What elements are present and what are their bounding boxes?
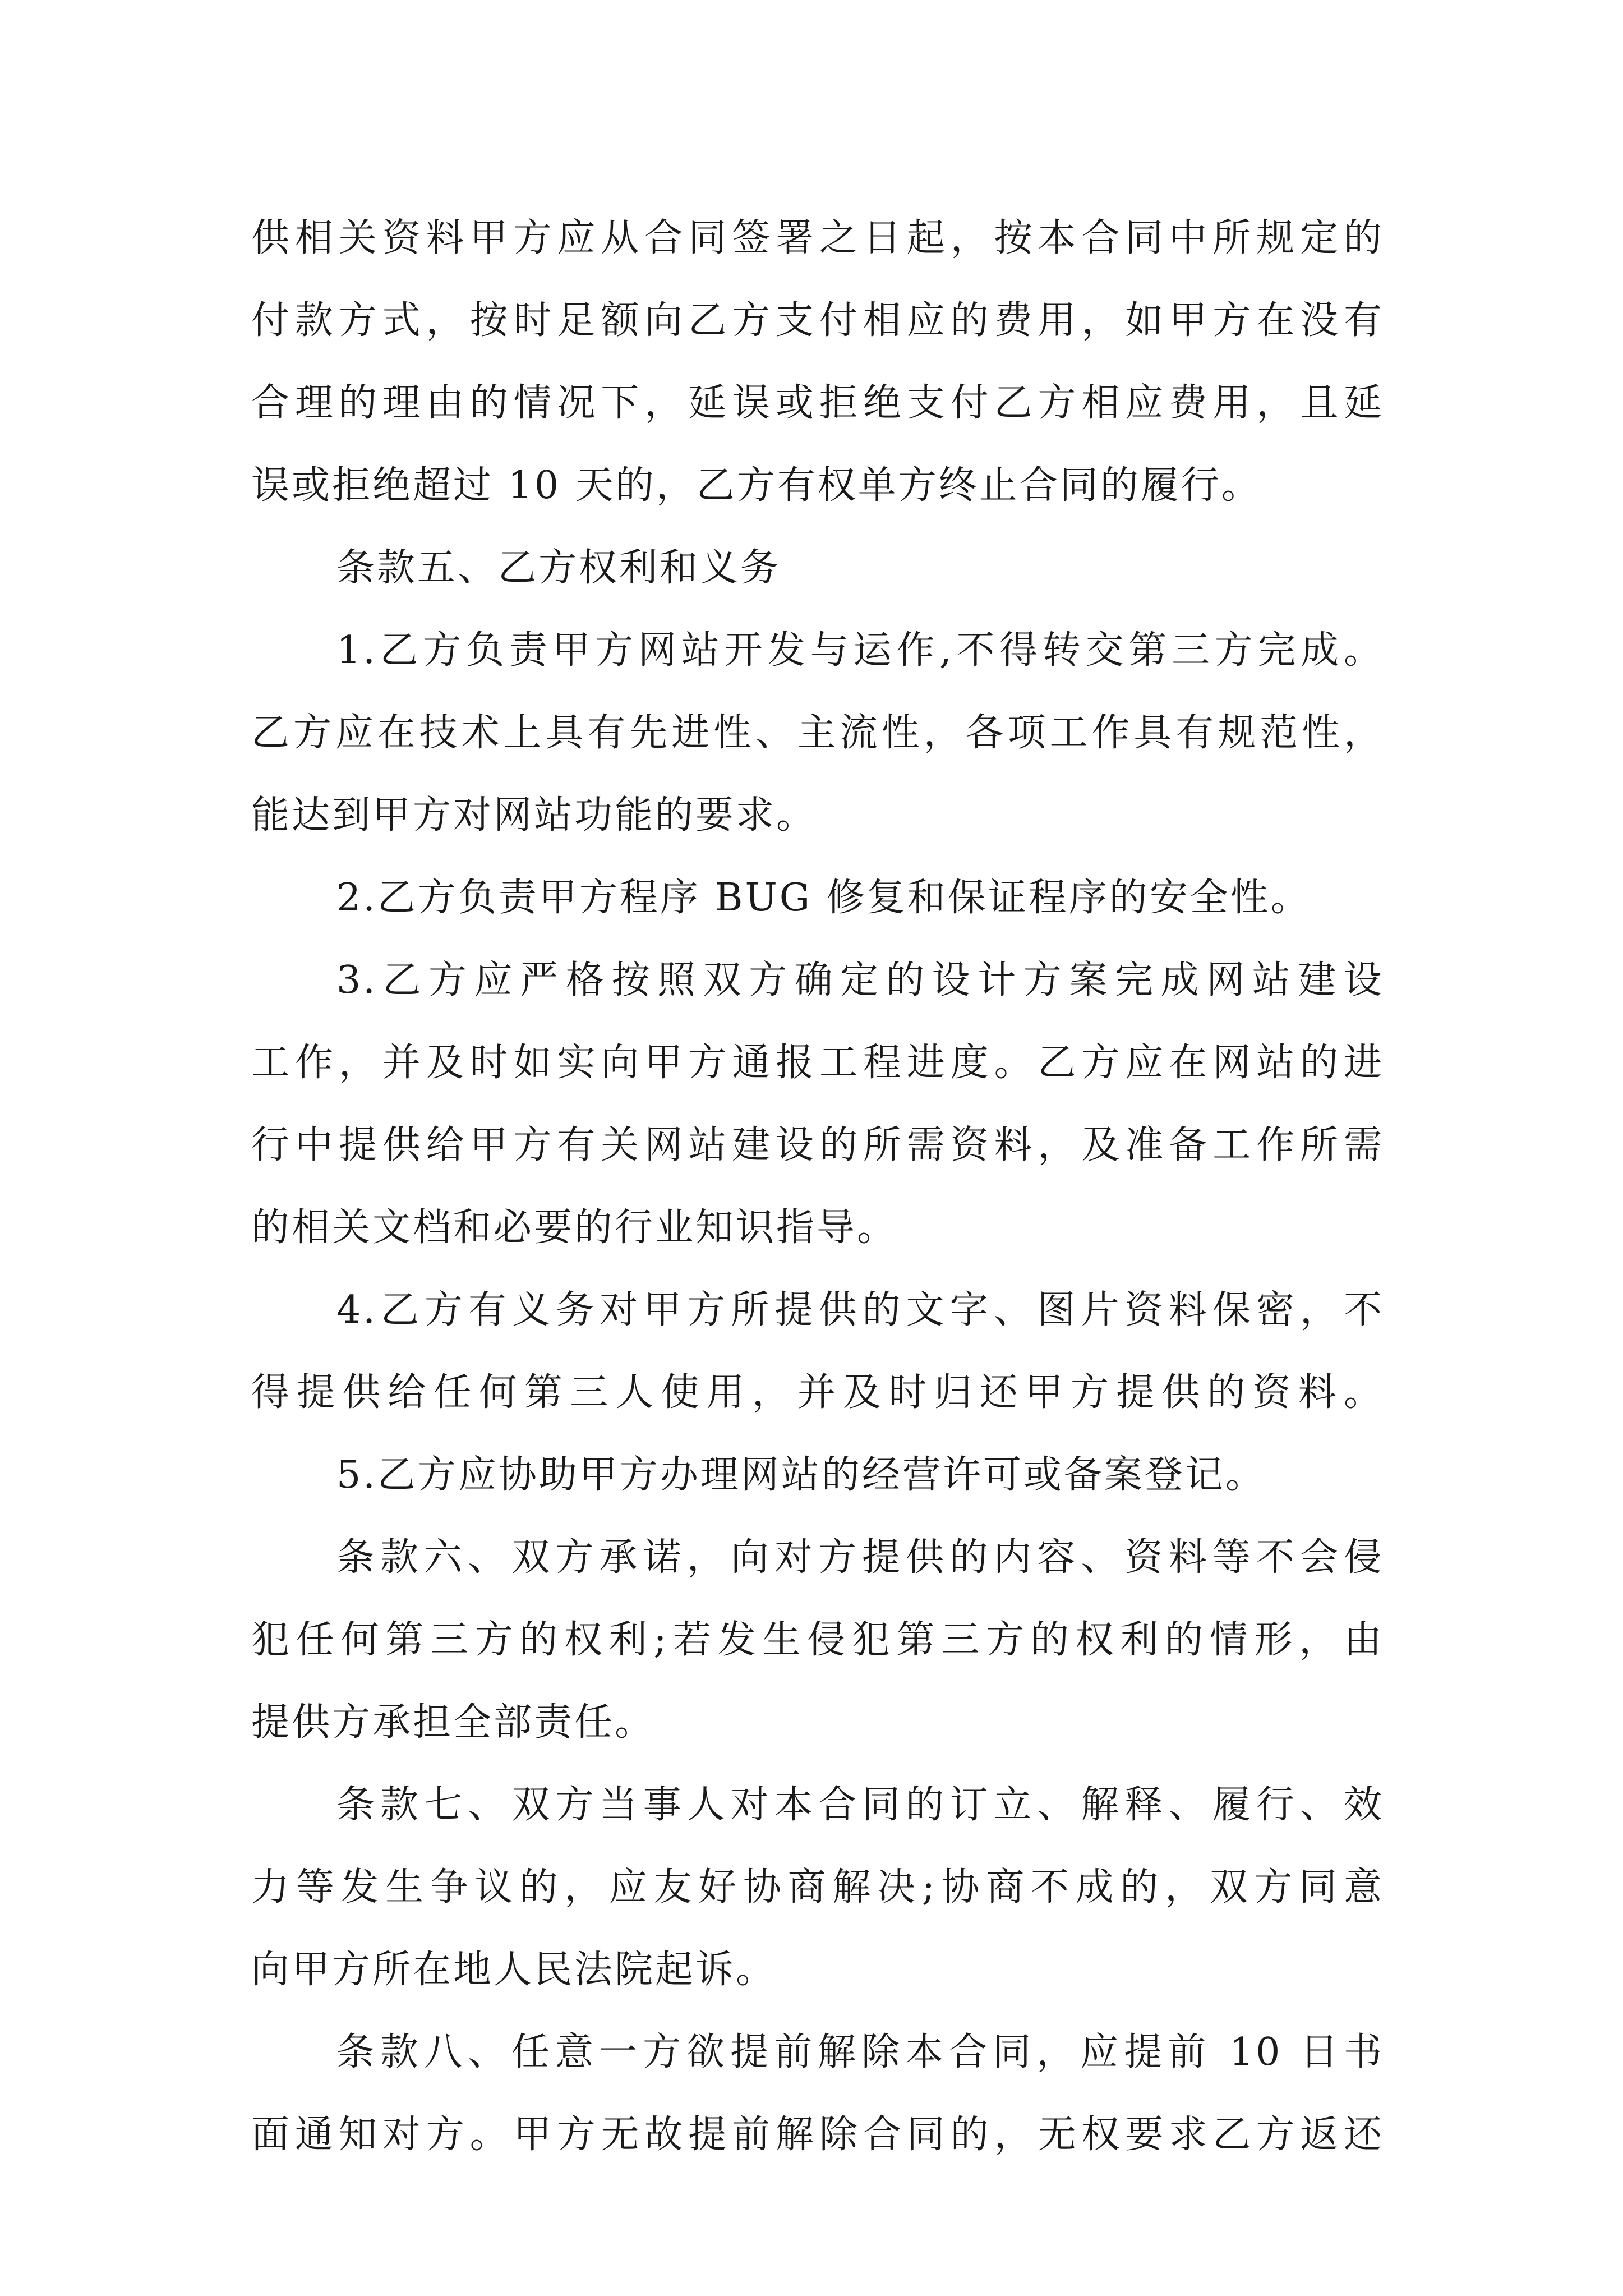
text-line: 误或拒绝超过 10 天的，乙方有权单方终止合同的履行。	[251, 463, 1262, 508]
text-line: 3.乙方应严格按照双方确定的设计方案完成网站建设	[336, 958, 1384, 1002]
text-line: 供相关资料甲方应从合同签署之日起，按本合同中所规定的	[251, 216, 1384, 260]
text-line: 得提供给任何第三人使用，并及时归还甲方提供的资料。	[251, 1370, 1384, 1415]
text-line: 付款方式，按时足额向乙方支付相应的费用，如甲方在没有	[251, 298, 1384, 343]
text-line: 4.乙方有义务对甲方所提供的文字、图片资料保密，不	[336, 1288, 1384, 1332]
text-line: 面通知对方。甲方无故提前解除合同的，无权要求乙方返还	[251, 2113, 1384, 2157]
section-heading: 条款五、乙方权利和义务	[336, 546, 781, 590]
text-line: 工作，并及时如实向甲方通报工程进度。乙方应在网站的进	[251, 1041, 1384, 1085]
text-line: 力等发生争议的，应友好协商解决;协商不成的，双方同意	[251, 1865, 1384, 1910]
text-line: 5.乙方应协助甲方办理网站的经营许可或备案登记。	[336, 1453, 1266, 1497]
text-line: 条款六、双方承诺，向对方提供的内容、资料等不会侵	[336, 1535, 1384, 1580]
text-line: 提供方承担全部责任。	[251, 1700, 656, 1745]
text-line: 合理的理由的情况下，延误或拒绝支付乙方相应费用，且延	[251, 381, 1384, 425]
text-line: 向甲方所在地人民法院起诉。	[251, 1948, 777, 1992]
text-line: 的相关文档和必要的行业知识指导。	[251, 1205, 898, 1250]
text-line: 犯任何第三方的权利;若发生侵犯第三方的权利的情形，由	[251, 1618, 1384, 1662]
text-line: 乙方应在技术上具有先进性、主流性，各项工作具有规范性，	[251, 711, 1384, 755]
text-line: 能达到甲方对网站功能的要求。	[251, 793, 817, 838]
text-line: 条款七、双方当事人对本合同的订立、解释、履行、效	[336, 1783, 1384, 1827]
text-line: 行中提供给甲方有关网站建设的所需资料，及准备工作所需	[251, 1123, 1384, 1167]
text-line: 1.乙方负责甲方网站开发与运作,不得转交第三方完成。	[336, 628, 1384, 673]
text-line: 2.乙方负责甲方程序 BUG 修复和保证程序的安全性。	[336, 876, 1311, 920]
text-line: 条款八、任意一方欲提前解除本合同，应提前 10 日书	[336, 2030, 1384, 2074]
